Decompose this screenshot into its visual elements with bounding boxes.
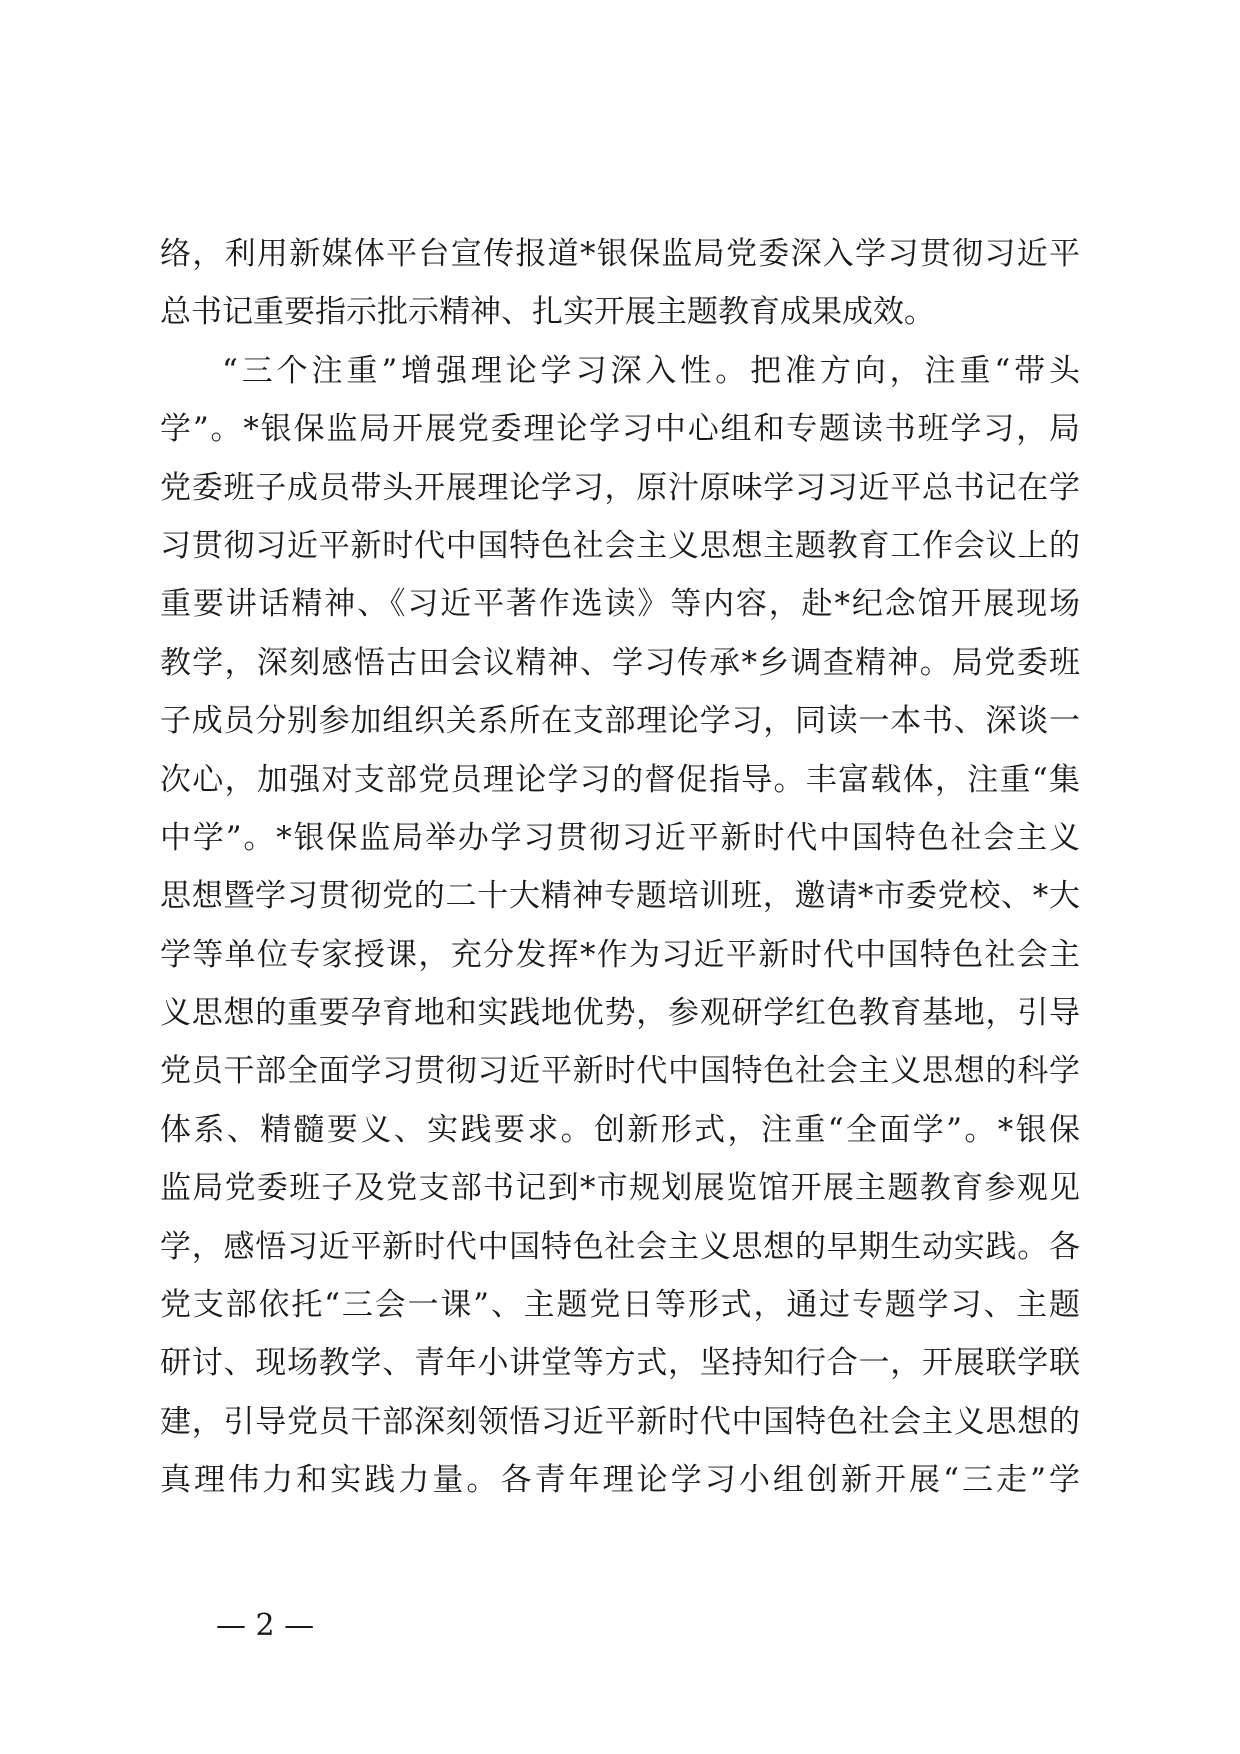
- text-line-1: 络，利用新媒体平台宣传报道*银保监局党委深入学习贯彻习近平: [160, 236, 1080, 272]
- text-line-2: 总书记重要指示批示精神、扎实开展主题教育成果成效。: [160, 294, 935, 331]
- text-line-4: 学”。*银保监局开展党委理论学习中心组和专题读书班学习，局: [160, 411, 1080, 448]
- text-line-15: 党员干部全面学习贯彻习近平新时代中国特色社会主义思想的科学: [160, 1053, 1080, 1090]
- text-line-20: 研讨、现场教学、青年小讲堂等方式，坚持知行合一，开展联学联: [160, 1345, 1080, 1382]
- text-line-9: 子成员分别参加组织关系所在支部理论学习，同读一本书、深谈一: [160, 703, 1080, 740]
- page-number: — 2 —: [216, 1608, 315, 1643]
- text-line-21: 建，引导党员干部深刻领悟习近平新时代中国特色社会主义思想的: [160, 1403, 1080, 1440]
- text-line-8: 教学，深刻感悟古田会议精神、学习传承*乡调查精神。局党委班: [160, 644, 1080, 681]
- text-line-5: 党委班子成员带头开展理论学习，原汁原味学习习近平总书记在学: [160, 469, 1080, 506]
- text-line-19: 党支部依托“三会一课”、主题党日等形式，通过专题学习、主题: [160, 1287, 1080, 1324]
- text-line-12: 思想暨学习贯彻党的二十大精神专题培训班，邀请*市委党校、*大: [160, 878, 1080, 915]
- text-line-16: 体系、精髓要义、实践要求。创新形式，注重“全面学”。*银保: [160, 1111, 1080, 1148]
- text-line-18: 学，感悟习近平新时代中国特色社会主义思想的早期生动实践。各: [160, 1228, 1080, 1265]
- text-line-17: 监局党委班子及党支部书记到*市规划展览馆开展主题教育参观见: [160, 1170, 1080, 1207]
- text-line-3: “三个注重”增强理论学习深入性。把准方向，注重“带头: [222, 352, 1080, 389]
- body-text: [160, 225, 1080, 1510]
- text-line-13: 学等单位专家授课，充分发挥*作为习近平新时代中国特色社会主: [160, 936, 1080, 973]
- text-line-22: 真理伟力和实践力量。各青年理论学习小组创新开展“三走”学: [160, 1462, 1080, 1499]
- text-line-7: 重要讲话精神、《习近平著作选读》等内容，赴*纪念馆开展现场: [160, 586, 1080, 623]
- text-line-6: 习贯彻习近平新时代中国特色社会主义思想主题教育工作会议上的: [160, 527, 1080, 564]
- text-line-10: 次心，加强对支部党员理论学习的督促指导。丰富载体，注重“集: [160, 761, 1080, 798]
- text-line-11: 中学”。*银保监局举办学习贯彻习近平新时代中国特色社会主义: [160, 819, 1080, 856]
- text-line-14: 义思想的重要孕育地和实践地优势，参观研学红色教育基地，引导: [160, 995, 1080, 1032]
